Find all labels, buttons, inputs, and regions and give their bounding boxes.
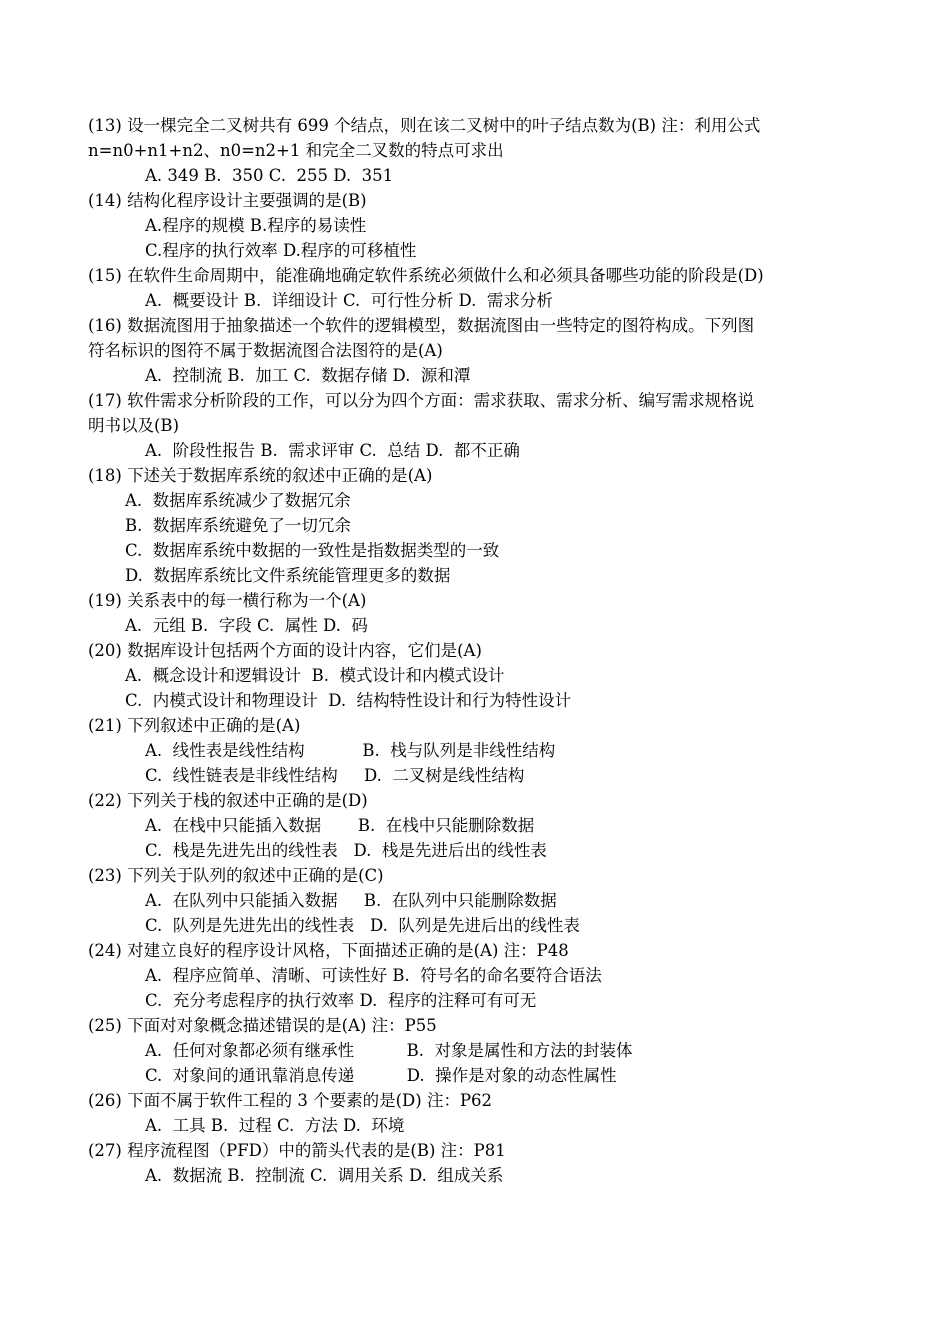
q15-text: (15) 在软件生命周期中，能准确地确定软件系统必须做什么和必须具备哪些功能的阶段是(D) xyxy=(88,266,764,285)
q17-options: A. 阶段性报告 B. 需求评审 C. 总结 D. 都不正确 xyxy=(145,441,520,460)
q18-text: (18) 下述关于数据库系统的叙述中正确的是(A) xyxy=(88,466,433,485)
q21-options-2: C. 线性链表是非线性结构 D. 二叉树是线性结构 xyxy=(145,766,525,785)
q14-text: (14) 结构化程序设计主要强调的是(B) xyxy=(88,191,367,210)
q22-options-1: A. 在栈中只能插入数据 B. 在栈中只能删除数据 xyxy=(145,816,535,835)
q17-text-cont: 明书以及(B) xyxy=(88,416,179,435)
q23-options-1: A. 在队列中只能插入数据 B. 在队列中只能删除数据 xyxy=(145,891,557,910)
q20-text: (20) 数据库设计包括两个方面的设计内容，它们是(A) xyxy=(88,641,482,660)
q27-options: A. 数据流 B. 控制流 C. 调用关系 D. 组成关系 xyxy=(145,1166,504,1185)
q24-options-1: A. 程序应简单、清晰、可读性好 B. 符号名的命名要符合语法 xyxy=(145,966,602,985)
q13-text: (13) 设一棵完全二叉树共有 699 个结点，则在该二叉树中的叶子结点数为(B) 注：利用公式 xyxy=(88,116,761,135)
q21-text: (21) 下列叙述中正确的是(A) xyxy=(88,716,301,735)
q24-options-2: C. 充分考虑程序的执行效率 D. 程序的注释可有可无 xyxy=(145,991,537,1010)
q19-options: A. 元组 B. 字段 C. 属性 D. 码 xyxy=(125,616,368,635)
q18-option-d: D. 数据库系统比文件系统能管理更多的数据 xyxy=(125,566,451,585)
q21-options-1: A. 线性表是线性结构 B. 栈与队列是非线性结构 xyxy=(145,741,556,760)
q18-option-a: A. 数据库系统减少了数据冗余 xyxy=(125,491,351,510)
q13-options: A. 349 B. 350 C. 255 D. 351 xyxy=(145,166,394,185)
q13-text-cont: n=n0+n1+n2、n0=n2+1 和完全二叉数的特点可求出 xyxy=(88,141,504,160)
q25-text: (25) 下面对对象概念描述错误的是(A) 注：P55 xyxy=(88,1016,437,1035)
q27-text: (27) 程序流程图（PFD）中的箭头代表的是(B) 注：P81 xyxy=(88,1141,506,1160)
q23-options-2: C. 队列是先进先出的线性表 D. 队列是先进后出的线性表 xyxy=(145,916,580,935)
q25-options-2: C. 对象间的通讯靠消息传递 D. 操作是对象的动态性属性 xyxy=(145,1066,617,1085)
q19-text: (19) 关系表中的每一横行称为一个(A) xyxy=(88,591,367,610)
q16-text: (16) 数据流图用于抽象描述一个软件的逻辑模型，数据流图由一些特定的图符构成。下列图 xyxy=(88,316,755,335)
q14-options-1: A.程序的规模 B.程序的易读性 xyxy=(145,216,367,235)
q16-text-cont: 符名标识的图符不属于数据流图合法图符的是(A) xyxy=(88,341,443,360)
q22-text: (22) 下列关于栈的叙述中正确的是(D) xyxy=(88,791,368,810)
q16-options: A. 控制流 B. 加工 C. 数据存储 D. 源和潭 xyxy=(145,366,471,385)
q15-options: A. 概要设计 B. 详细设计 C. 可行性分析 D. 需求分析 xyxy=(145,291,553,310)
q22-options-2: C. 栈是先进先出的线性表 D. 栈是先进后出的线性表 xyxy=(145,841,547,860)
q25-options-1: A. 任何对象都必须有继承性 B. 对象是属性和方法的封装体 xyxy=(145,1041,633,1060)
q26-options: A. 工具 B. 过程 C. 方法 D. 环境 xyxy=(145,1116,405,1135)
q26-text: (26) 下面不属于软件工程的 3 个要素的是(D) 注：P62 xyxy=(88,1091,493,1110)
q24-text: (24) 对建立良好的程序设计风格，下面描述正确的是(A) 注：P48 xyxy=(88,941,569,960)
q20-options-2: C. 内模式设计和物理设计 D. 结构特性设计和行为特性设计 xyxy=(125,691,572,710)
q18-option-b: B. 数据库系统避免了一切冗余 xyxy=(125,516,351,535)
q18-option-c: C. 数据库系统中数据的一致性是指数据类型的一致 xyxy=(125,541,500,560)
q14-options-2: C.程序的执行效率 D.程序的可移植性 xyxy=(145,241,417,260)
q23-text: (23) 下列关于队列的叙述中正确的是(C) xyxy=(88,866,384,885)
q17-text: (17) 软件需求分析阶段的工作，可以分为四个方面：需求获取、需求分析、编写需求规格说 xyxy=(88,391,755,410)
q20-options-1: A. 概念设计和逻辑设计 B. 模式设计和内模式设计 xyxy=(125,666,505,685)
